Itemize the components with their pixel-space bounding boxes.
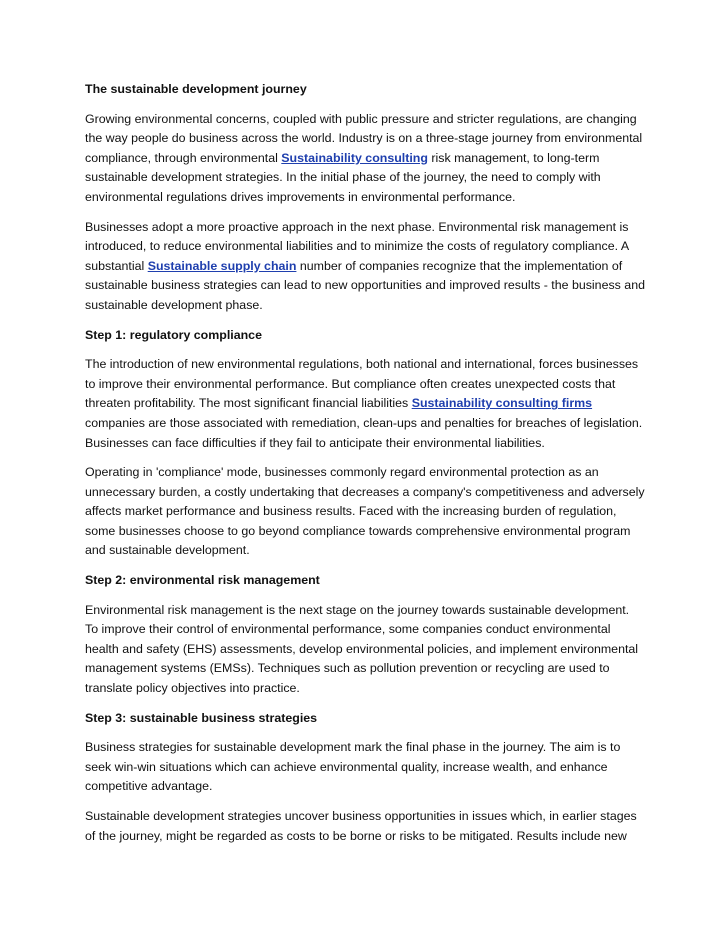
paragraph-regulations [85, 355, 645, 453]
paragraph-compliance-mode: Operating in 'compliance' mode, businesses commonly regard environmental protection as an unnecessary burden, a costly undertaking that decreases a company's competitiveness and adversely affects market performance and business results. Faced with the increasing burden of regulation, some businesses choose to go beyond compliance towards comprehensive environmental program and sustainable development. [85, 465, 645, 558]
sustainable-supply-chain-link[interactable]: Sustainable supply chain [147, 258, 297, 273]
paragraph-text: risk management, to long-term sustainable development strategies. In the initial phase of the journey, the need to comply with environmental regulations drives improvements in environmental performance. [85, 150, 601, 204]
paragraph-opportunities: Sustainable development strategies uncover business opportunities in issues which, in earlier stages of the journey, might be regarded as costs to be borne or risks to be mitigated. Results include new [85, 809, 637, 843]
document-title: The sustainable development journey [85, 82, 307, 96]
paragraph-text: The introduction of new environmental regulations, both national and international, forces businesses to improve their environmental performance. But compliance often creates unexpected costs that threaten profitability. The most significant financial liabilities [85, 357, 639, 411]
sustainability-consulting-link[interactable]: Sustainability consulting [281, 150, 428, 165]
paragraph-business-strategies: Business strategies for sustainable development mark the final phase in the journey. The aim is to seek win-win situations which can achieve environmental quality, increase wealth, and enhance competitive advantage. [85, 740, 621, 794]
step-2-heading: Step 2: environmental risk management [85, 573, 320, 588]
step-1-heading: Step 1: regulatory compliance [85, 327, 262, 342]
sustainability-consulting-firms-link[interactable]: Sustainability consulting firms [411, 396, 593, 411]
paragraph-text: companies are those associated with remediation, clean-ups and penalties for breaches of legislation. Businesses can face difficulties if they fail to anticipate their environmental liabilities. [85, 415, 643, 450]
paragraph-risk-management: Environmental risk management is the next stage on the journey towards sustainable development. To improve their control of environmental performance, some companies conduct environmental health and safety (EHS) assessments, develop environmental policies, and implement environmental management systems (EMSs). Techniques such as pollution prevention or recycling are used to translate policy objectives into practice. [85, 602, 639, 696]
paragraph-phases [85, 218, 645, 316]
paragraph-text: number of companies recognize that the implementation of sustainable business strategies can lead to new opportunities and improved results - the business and sustainable development phase. [85, 258, 645, 312]
step-3-heading: Step 3: sustainable business strategies [85, 710, 318, 725]
document-body [85, 80, 645, 856]
paragraph-text: Businesses adopt a more proactive approach in the next phase. Environmental risk management is introduced, to reduce environmental liabilities and to minimize the costs of regulatory compliance. A substantial [85, 219, 629, 273]
paragraph-intro [85, 110, 645, 208]
paragraph-text: Growing environmental concerns, coupled with public pressure and stricter regulations, are changing the way people do business across the world. Industry is on a three-stage journey from environmental compliance, through environmental [85, 111, 643, 165]
